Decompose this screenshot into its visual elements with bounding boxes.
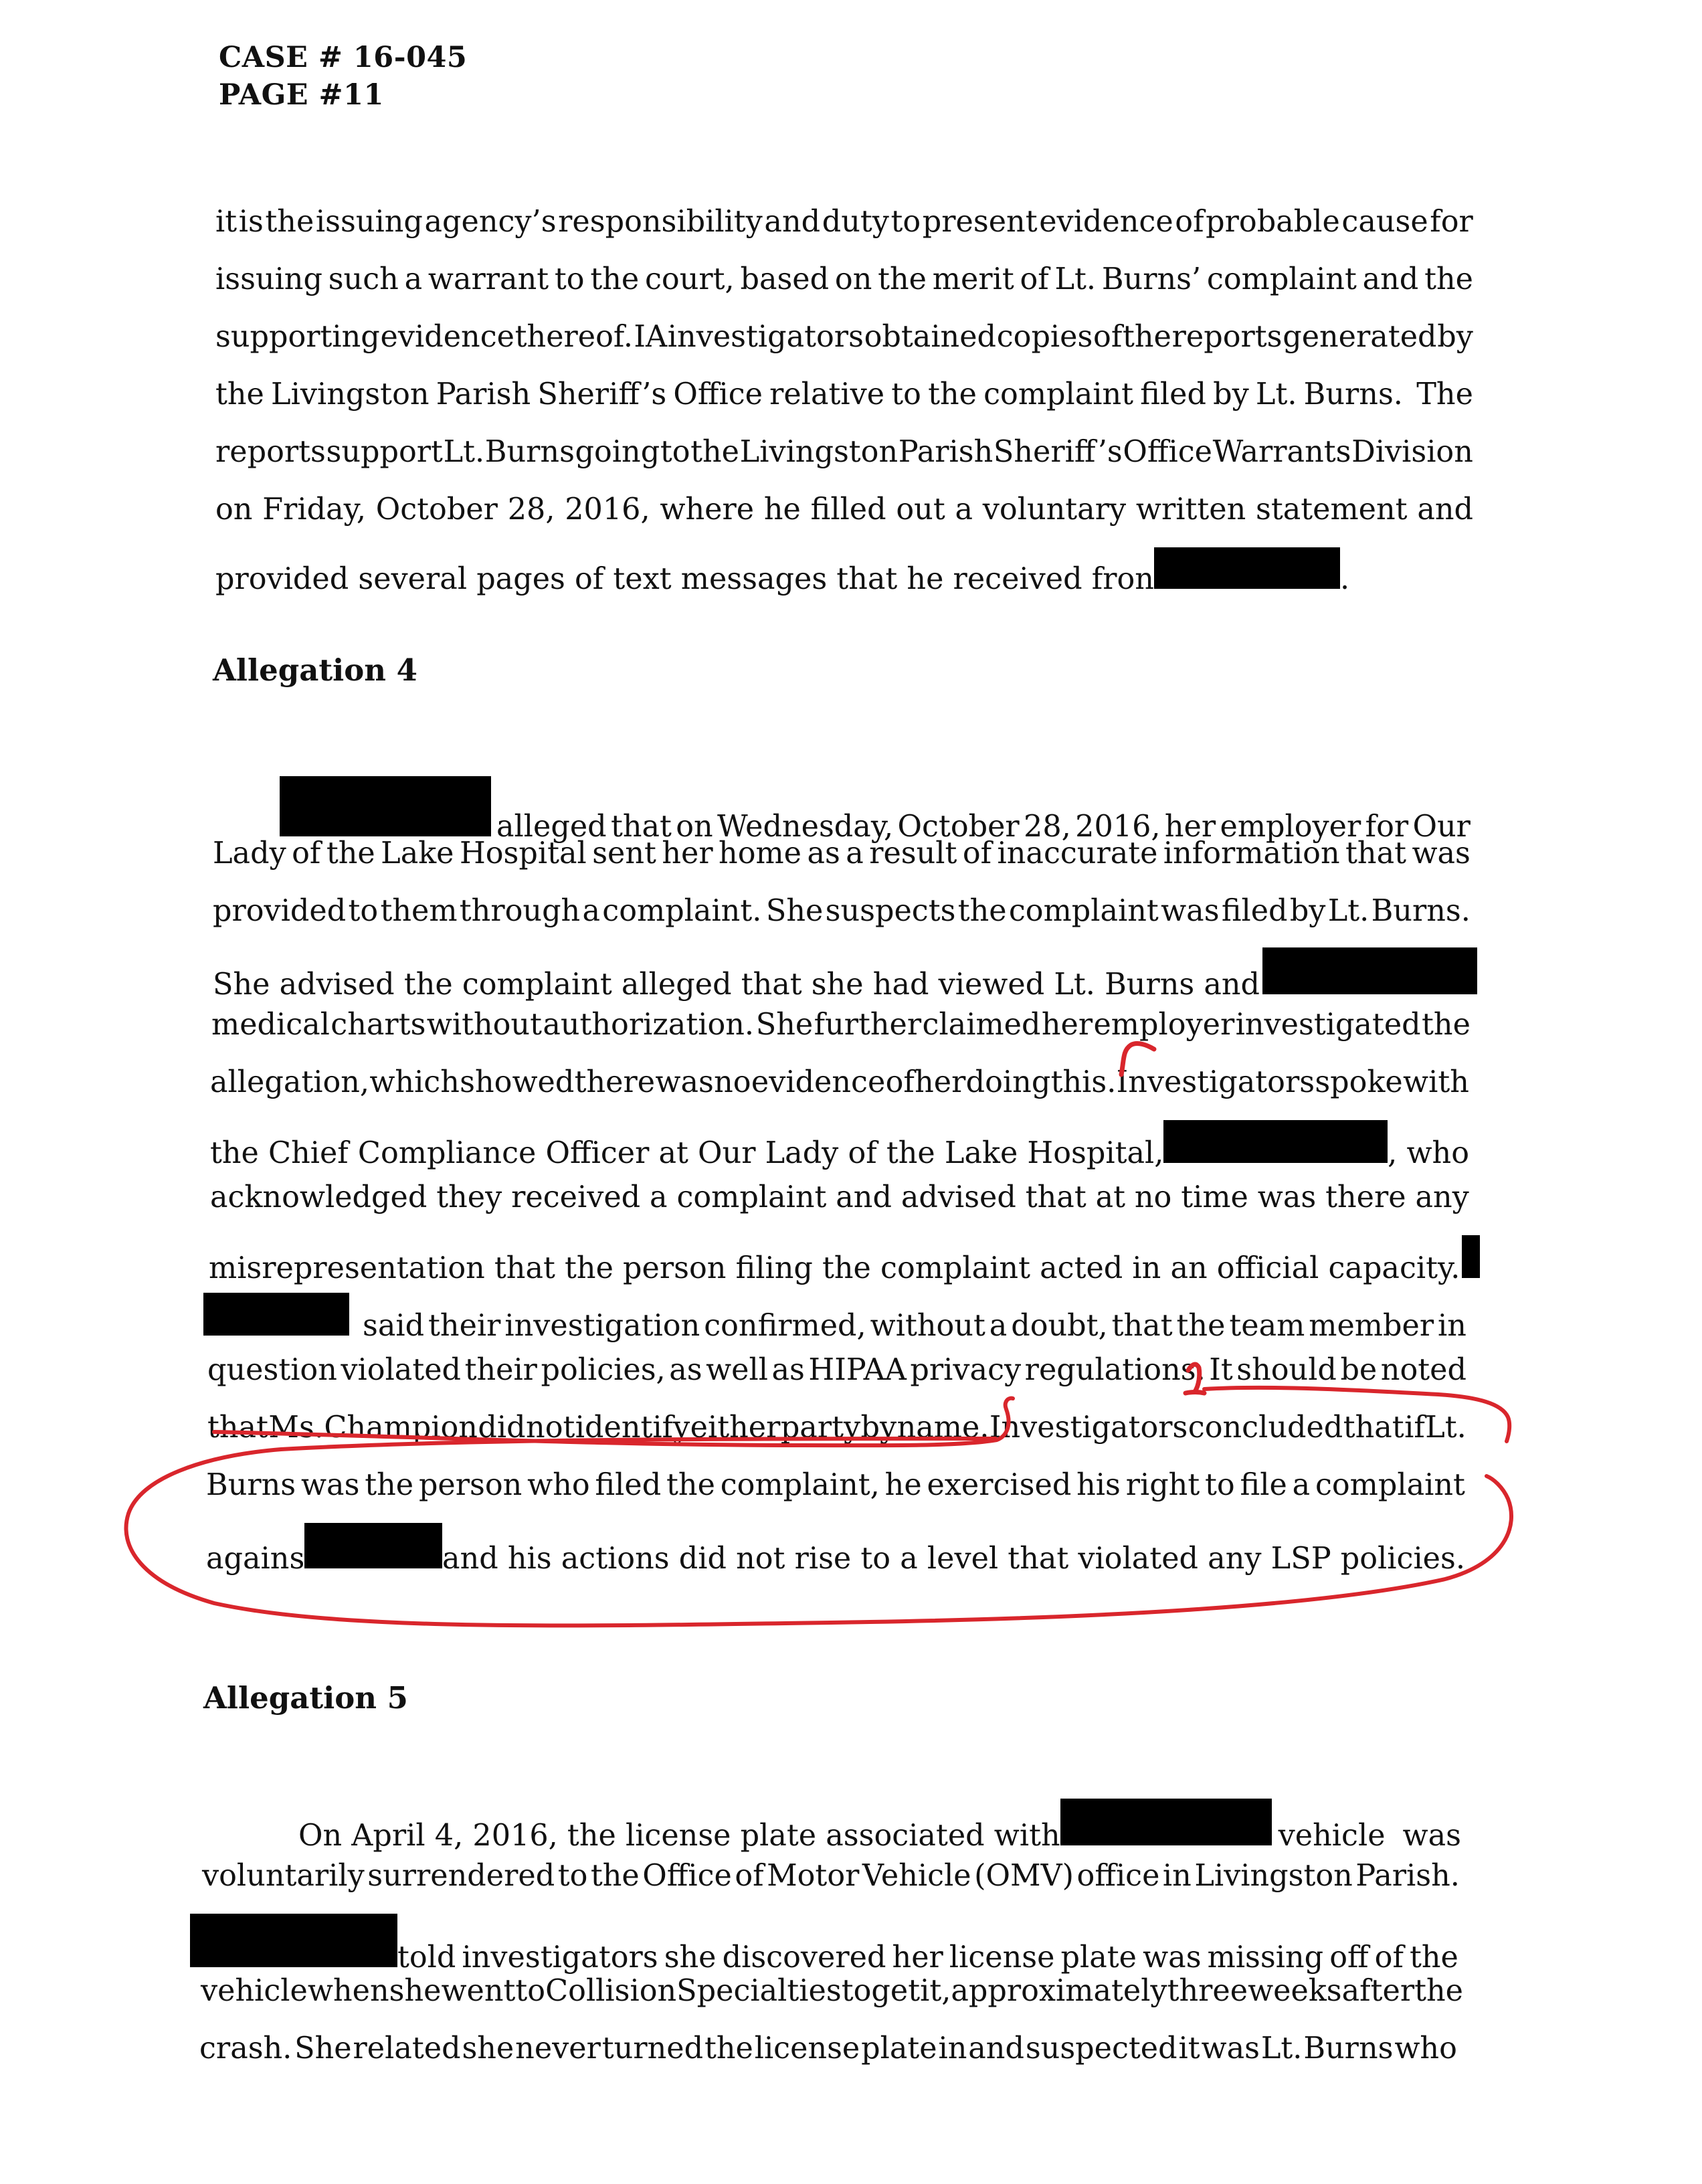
allegation-4-heading: Allegation 4 bbox=[213, 652, 417, 688]
text-line: on Friday, October 28, 2016, where he filled out a voluntary written statement and bbox=[215, 492, 1473, 527]
text-line: Burns was the person who filed the complaint, he exercised his right to file a complaint bbox=[206, 1468, 1465, 1502]
text-fragment: provided several pages of text messages that he received fron bbox=[215, 562, 1154, 596]
text-line: allegation, which showed there was no evidence of her doing this. Investigators spoke with bbox=[210, 1065, 1469, 1099]
redaction-box bbox=[280, 776, 491, 836]
page-number: PAGE #11 bbox=[219, 78, 384, 112]
text-fragment: said their investigation confirmed, without a doubt, that the team member in bbox=[363, 1309, 1467, 1343]
text-line bbox=[203, 1293, 1467, 1346]
text-fragment: misrepresentation that the person filing the complaint acted in an official capacity. bbox=[209, 1251, 1460, 1285]
redaction-box bbox=[1154, 547, 1340, 589]
redaction-box bbox=[1262, 947, 1477, 994]
text-fragment: the Chief Compliance Officer at Our Lady of the Lake Hospital, bbox=[210, 1136, 1164, 1170]
text-line bbox=[203, 1799, 1461, 1856]
text-fragment: vehicle was bbox=[1278, 1819, 1461, 1853]
text-line: crash. She related she never turned the license plate in and suspected it was Lt. Burns who bbox=[199, 2031, 1457, 2066]
redaction-box bbox=[190, 1914, 397, 1967]
text-fragment: agains bbox=[206, 1542, 305, 1576]
text-line: vehicle when she went to Collision Specialties to get it, approximately three weeks after the bbox=[201, 1974, 1464, 2008]
allegation-5-heading: Allegation 5 bbox=[203, 1680, 408, 1716]
text-fragment: She advised the complaint alleged that she had viewed Lt. Burns and bbox=[213, 968, 1260, 1002]
text-line: acknowledged they received a complaint and advised that at no time was there any bbox=[210, 1180, 1469, 1214]
text-line: issuing such a warrant to the court, based on the merit of Lt. Burns’ complaint and the bbox=[215, 262, 1473, 296]
case-number: CASE # 16-045 bbox=[219, 41, 468, 74]
redaction-box bbox=[304, 1523, 442, 1568]
text-fragment: . bbox=[1339, 562, 1350, 596]
text-line bbox=[215, 547, 1473, 600]
text-fragment: and his actions did not rise to a level that violated any LSP policies. bbox=[442, 1542, 1465, 1576]
redaction-box bbox=[1462, 1235, 1480, 1278]
text-fragment: , who bbox=[1388, 1136, 1469, 1170]
text-line: that Ms. Champion did not identify either party by name. Investigators concluded that if Lt. bbox=[207, 1410, 1467, 1445]
text-line bbox=[190, 1914, 1458, 1978]
text-fragment: alleged that on Wednesday, October 28, 2016, her employer for Our bbox=[496, 810, 1471, 844]
redaction-box bbox=[1060, 1799, 1272, 1845]
text-line bbox=[213, 947, 1477, 1005]
redaction-box bbox=[1163, 1120, 1388, 1163]
text-line: it is the issuing agency’s responsibility and duty to present evidence of probable cause for bbox=[215, 205, 1473, 239]
text-line: provided to them through a complaint. She suspects the complaint was filed by Lt. Burns. bbox=[213, 894, 1471, 928]
text-fragment: On April 4, 2016, the license plate associated with bbox=[298, 1819, 1060, 1853]
text-line bbox=[209, 1235, 1480, 1289]
text-line: voluntarily surrendered to the Office of Motor Vehicle (OMV) office in Livingston Parish. bbox=[202, 1859, 1460, 1893]
text-line bbox=[206, 1523, 1465, 1579]
text-line: question violated their policies, as well as HIPAA privacy regulations. It should be noted bbox=[207, 1353, 1467, 1387]
redaction-box bbox=[203, 1293, 349, 1336]
text-line: Lady of the Lake Hospital sent her home as a result of inaccurate information that was bbox=[213, 836, 1471, 871]
text-line: supporting evidence thereof. IA investigators obtained copies of the reports generated by bbox=[215, 320, 1473, 354]
text-fragment: told investigators she discovered her license plate was missing off of the bbox=[397, 1940, 1458, 1975]
text-line bbox=[210, 1120, 1469, 1174]
text-line: the Livingston Parish Sheriff’s Office relative to the complaint filed by Lt. Burns. The bbox=[215, 377, 1473, 412]
text-line: reports support Lt. Burns going to the Livingston Parish Sheriff’s Office Warrants Division bbox=[215, 435, 1473, 469]
text-line: medical charts without authorization. She further claimed her employer investigated the bbox=[211, 1008, 1471, 1042]
